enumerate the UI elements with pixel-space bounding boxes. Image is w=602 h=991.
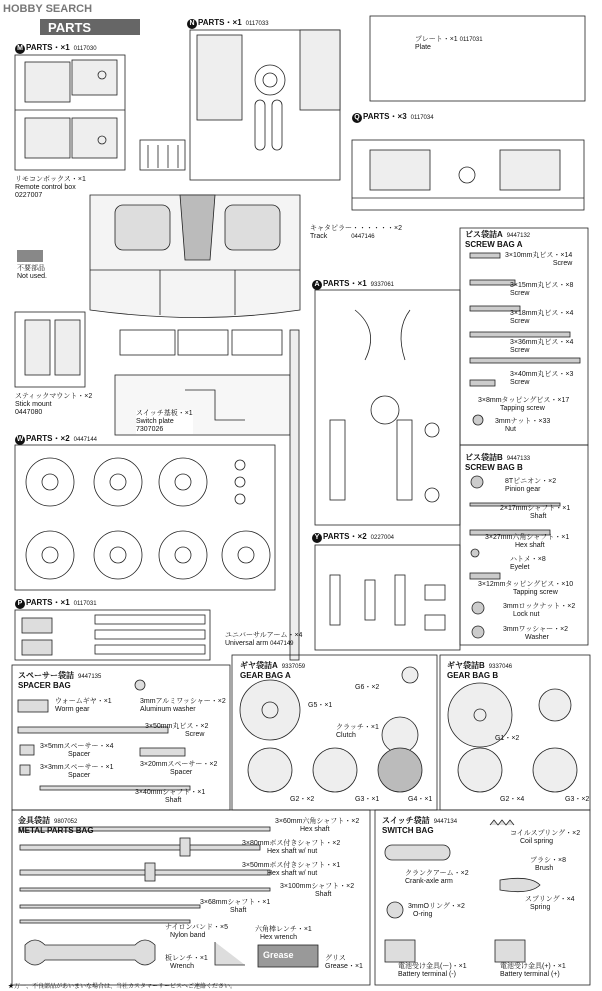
parts-a-header: A PARTS・×1 9337061 [312, 278, 394, 290]
spacer-item: 3×3mmスペーサー・×1 Spacer [40, 764, 114, 779]
spacer-item: 3×40mmシャフト・×1 Shaft [135, 789, 206, 804]
screw-b-item: 3×12mmタッピングビス・×10 Tapping screw [478, 581, 574, 596]
parts-y-header: Y PARTS・×2 0227004 [312, 531, 394, 543]
gear-a-item: G4・×1 [408, 796, 433, 803]
gear-b-item: G1・×2 [495, 735, 520, 742]
metal-item: 3×50mmボス付きシャフト・×1 Hex shaft w/ nut [242, 862, 341, 877]
sprue-q [352, 140, 584, 210]
metal-item: グリス Grease・×1 [325, 955, 363, 970]
spacer-item: 3×50mm丸ビス・×2 Screw [145, 723, 209, 738]
screw-a-item: 3×18mm丸ビス・×4 Screw [510, 310, 574, 325]
not-used-label: 不要部品 Not used. [17, 265, 47, 280]
metal-item: 六角棒レンチ・×1 Hex wrench [255, 926, 312, 941]
metal-item: ナイロンバンド・×5 Nylon band [165, 924, 229, 939]
track-label: キャタピラー・・・・・・×2 Track 0447146 [310, 225, 402, 240]
parts-p-header: P PARTS・×1 0117031 [15, 597, 97, 609]
sprue-y [315, 545, 460, 650]
parts-m-header: M PARTS・×1 0117030 [15, 42, 97, 54]
switch-item: 電池受け金具(+)・×1 Battery terminal (+) [500, 963, 566, 978]
gear-b-item: G3・×2 [565, 796, 590, 803]
screw-b-item: 3×27mm六角シャフト・×1 Hex shaft [485, 534, 570, 549]
switch-item: 電池受け金具(ー)・×1 Battery terminal (-) [398, 963, 467, 978]
screw-b-item: 3mmロックナット・×2 Lock nut [503, 603, 576, 618]
plate-drawing [370, 16, 585, 101]
metal-item: 3×68mmシャフト・×1 Shaft [200, 899, 271, 914]
gear-a-item: G5・×1 [308, 702, 333, 709]
gear-a-item: G3・×1 [355, 796, 380, 803]
parts-n-header: N PARTS・×1 0117033 [187, 17, 269, 29]
sprue-m [15, 55, 125, 170]
gear-a-item: G2・×2 [290, 796, 315, 803]
screw-a-item: 3×40mm丸ビス・×3 Screw [510, 371, 574, 386]
gear-b-item: G2・×4 [500, 796, 525, 803]
metal-item: 3×100mmシャフト・×2 Shaft [280, 883, 355, 898]
screw-a-item: 3mmナット・×33 Nut [495, 418, 551, 433]
gear-a-item: G6・×2 [355, 684, 380, 691]
screw-a-item: 3×10mm丸ビス・×14 Screw [505, 252, 573, 267]
screw-bag-a-header: ビス袋詰A 9447132 SCREW BAG A [465, 230, 531, 249]
screw-bag-b-header: ビス袋詰B 9447133 SCREW BAG B [465, 453, 531, 472]
sprue-w [15, 445, 275, 590]
screw-b-item: 8Tピニオン・×2 Pinion gear [505, 478, 557, 493]
screw-b-item: 2×17mmシャフト・×1 Shaft [500, 505, 571, 520]
stick-mount-drawing [15, 312, 85, 387]
watermark: HOBBY SEARCH [3, 3, 93, 15]
screw-a-item: 3×36mm丸ビス・×4 Screw [510, 339, 574, 354]
spacer-item: 3mmアルミワッシャー・×2 Aluminum washer [140, 698, 226, 713]
spacer-item: ウォームギヤ・×1 Worm gear [55, 698, 112, 713]
switch-bag-header: スイッチ袋詰 9447134 SWITCH BAG [382, 816, 458, 835]
universal-arm-label: ユニバーサルアーム・×4 Universal arm 0447149 [225, 632, 303, 647]
metal-item: 3×80mmボス付きシャフト・×2 Hex shaft w/ nut [242, 840, 341, 855]
grease-tube-text: Grease [263, 950, 294, 960]
switch-item: ブラシ・×8 Brush [530, 857, 566, 872]
stick-mount-label: スティックマウント・×2 Stick mount 0447080 [15, 393, 93, 416]
screw-a-item: 3×15mm丸ビス・×8 Screw [510, 282, 574, 297]
screw-a-item: 3×8mmタッピングビス・×17 Tapping screw [478, 397, 570, 412]
switch-item: コイルスプリング・×2 Coil spring [510, 830, 581, 845]
metal-item: 3×60mm六角シャフト・×2 Hex shaft [275, 818, 360, 833]
spacer-bag-header: スペーサー袋詰 9447135 SPACER BAG [18, 671, 102, 690]
gear-bag-b-header: ギヤ袋詰B 9337046 GEAR BAG B [447, 661, 513, 680]
spacer-item: 3×5mmスペーサー・×4 Spacer [40, 743, 114, 758]
plate-label: プレート・×1 0117031 Plate [415, 36, 483, 51]
sprue-p [15, 610, 210, 660]
remote-box-drawing [90, 195, 300, 318]
gear-a-item: クラッチ・×1 Clutch [336, 724, 379, 739]
remote-box-label: リモコンボックス・×1 Remote control box 0227007 [15, 176, 86, 199]
metal-item: 板レンチ・×1 Wrench [165, 955, 208, 970]
switch-item: クランクアーム・×2 Crank-axle arm [405, 870, 469, 885]
parts-q-header: Q PARTS・×3 0117034 [352, 111, 434, 123]
sprue-n [140, 30, 340, 180]
page-title: PARTS [48, 20, 92, 35]
sprue-a [315, 290, 460, 525]
metal-bag-header: 金具袋詰 9807052 METAL PARTS BAG [18, 816, 94, 835]
switch-plate-label: スイッチ基板・×1 Switch plate 7307026 [136, 410, 193, 433]
footer-note: ★万一、不良部品があいまいな場合は、当社カスタマーサービスへご連絡ください。 [8, 984, 237, 990]
switch-item: スプリング・×4 Spring [525, 896, 575, 911]
spacer-item: 3×20mmスペーサー・×2 Spacer [140, 761, 218, 776]
parts-w-header: W PARTS・×2 0447144 [16, 434, 97, 443]
screw-b-item: ハトメ・×8 Eyelet [510, 556, 546, 571]
gears-a [240, 667, 422, 792]
gear-bag-a-header: ギヤ袋詰A 9337059 GEAR BAG A [240, 661, 306, 680]
screw-b-item: 3mmワッシャー・×2 Washer [503, 626, 569, 641]
switch-item: 3mmOリング・×2 O-ring [408, 903, 465, 918]
